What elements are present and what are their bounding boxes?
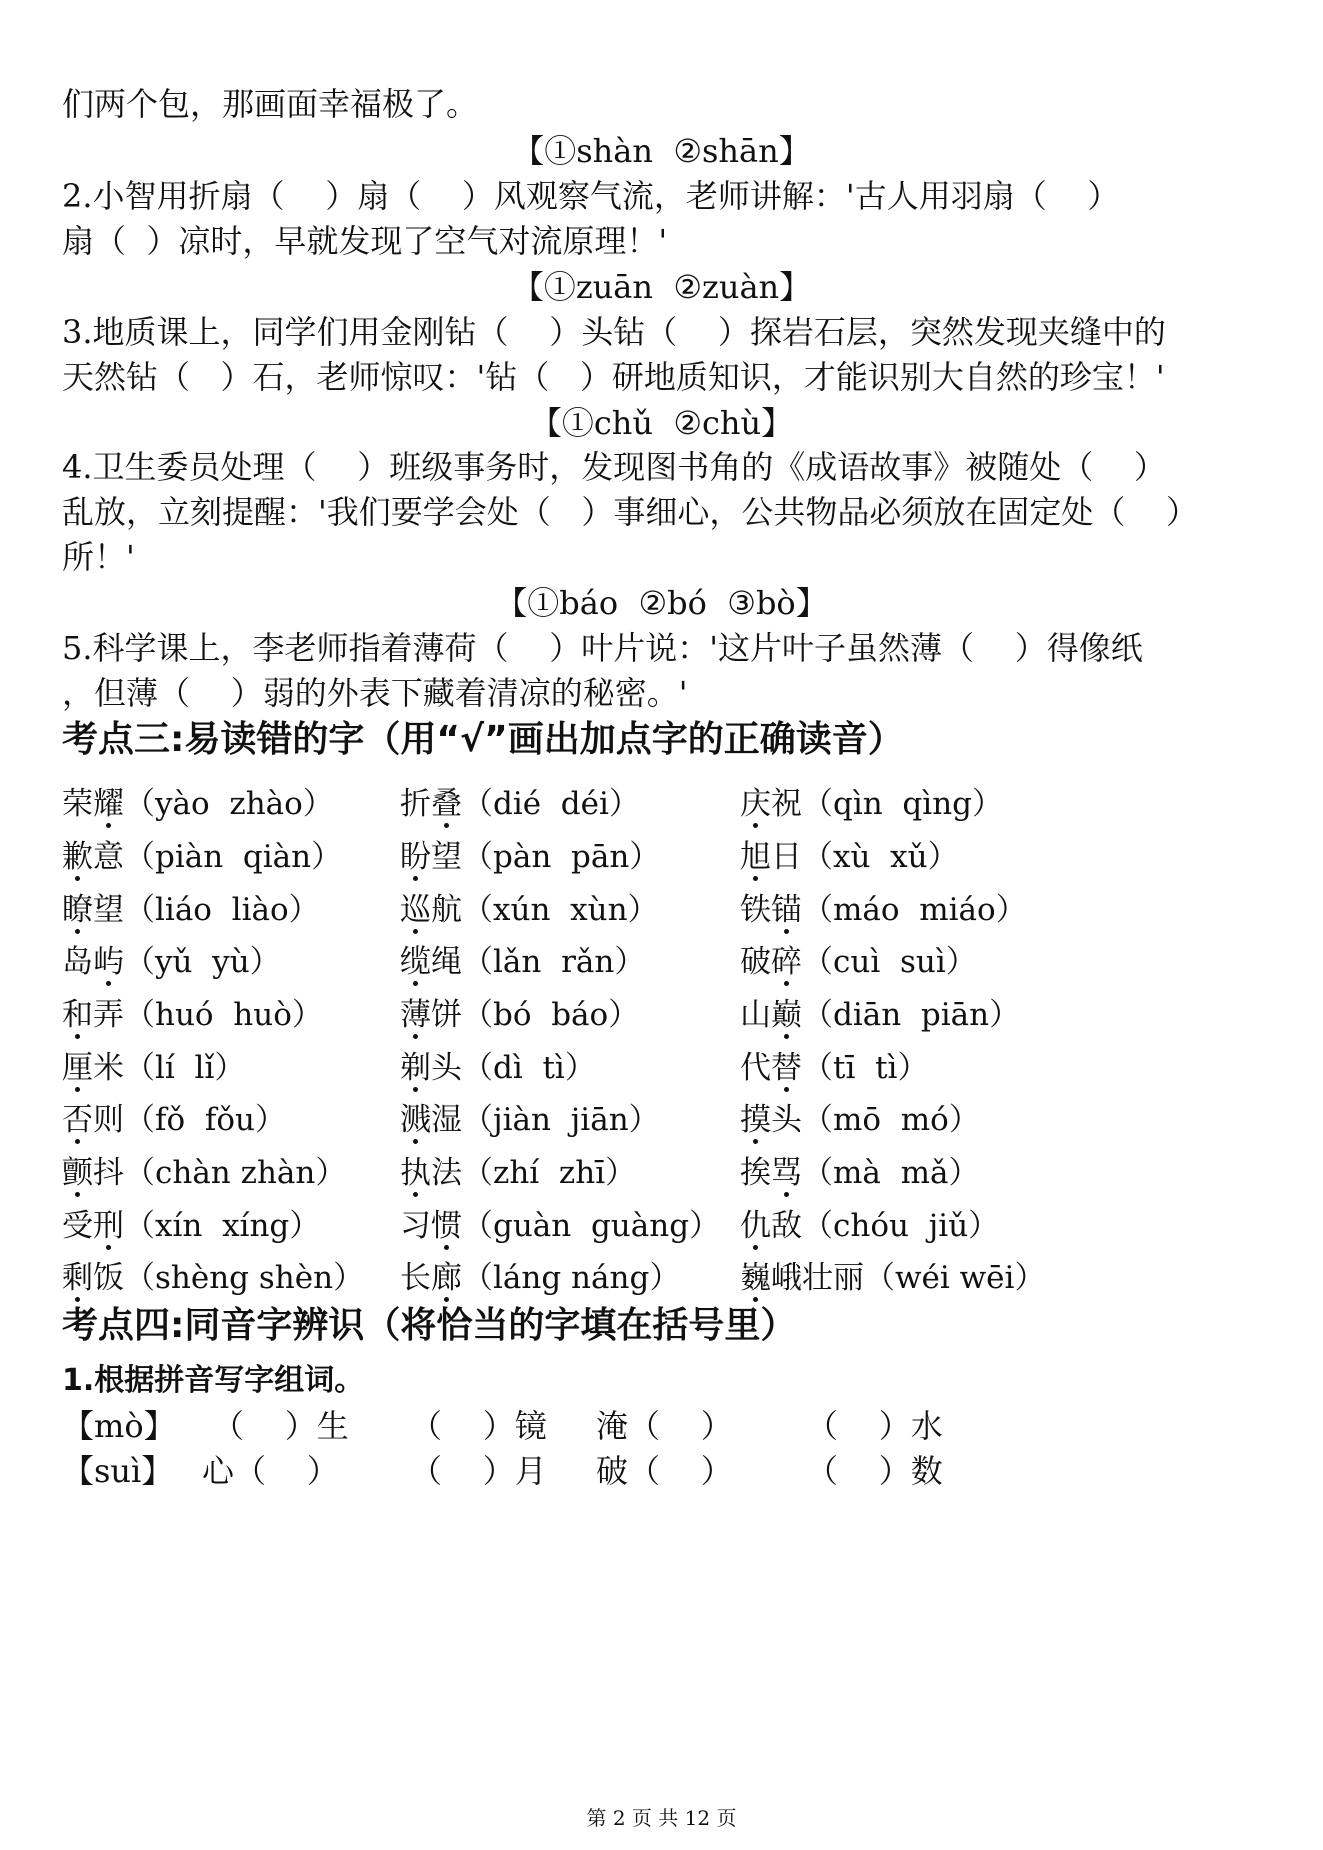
emphasis-dot-icon	[444, 823, 449, 828]
pinyin-item	[400, 1256, 680, 1300]
q3-pinyin-options: 【①zuān ②zuàn】	[511, 268, 812, 306]
pinyin-options[interactable]: （guàn guàng）	[462, 1208, 721, 1244]
q2-pinyin-options: 【①shàn ②shān】	[512, 132, 811, 170]
pinyin-options[interactable]: （chàn zhàn）	[124, 1155, 347, 1191]
pinyin-options[interactable]: （cuì suì）	[802, 944, 977, 980]
fill-blank-item[interactable]: （ ）数	[806, 1452, 943, 1490]
dotted-word: 习惯	[400, 1204, 462, 1248]
page-footer: 第 2 页 共 12 页	[586, 1806, 737, 1830]
pinyin-options[interactable]: （liáo liào）	[124, 892, 320, 928]
dotted-word: 盼望	[400, 835, 462, 879]
dotted-word: 薄饼	[400, 993, 462, 1037]
dotted-word: 和弄	[62, 993, 124, 1037]
section3-title: 考点三:易读错的字（用“√”画出加点字的正确读音）	[62, 719, 904, 760]
emphasis-dot-icon	[106, 823, 111, 828]
pinyin-item	[740, 1098, 980, 1142]
fill-blank-item[interactable]: 破（ ）	[596, 1452, 733, 1490]
pinyin-options[interactable]: （láng náng）	[462, 1260, 681, 1296]
emphasis-dot-icon	[784, 1034, 789, 1039]
pinyin-options[interactable]: （dì tì）	[462, 1050, 596, 1086]
dotted-word: 溅湿	[400, 1098, 462, 1142]
pinyin-options[interactable]: （chóu jiǔ）	[802, 1208, 1000, 1244]
dotted-word: 岛屿	[62, 940, 124, 984]
pinyin-options[interactable]: （shèng shèn）	[124, 1260, 365, 1296]
emphasis-dot-icon	[784, 1192, 789, 1197]
pinyin-item	[62, 782, 334, 826]
fill-row-label: 【suì】	[62, 1452, 174, 1490]
emphasis-dot-icon	[75, 1139, 80, 1144]
pinyin-item	[740, 888, 1027, 932]
q4-line-1: 4.卫生委员处理（ ）班级事务时，发现图书角的《成语故事》被随处（ ）	[62, 448, 1166, 486]
emphasis-dot-icon	[784, 981, 789, 986]
q5-line-1: 5.科学课上，李老师指着薄荷（ ）叶片说：'这片叶子虽然薄（ ）得像纸	[62, 629, 1143, 667]
q5-pinyin-options: 【①báo ②bó ③bò】	[495, 584, 828, 622]
fill-row-mo	[62, 1406, 1262, 1446]
dotted-word: 庆祝	[740, 782, 802, 826]
pinyin-options[interactable]: （zhí zhī）	[462, 1155, 637, 1191]
fill-blank-item[interactable]: 淹（ ）	[596, 1407, 733, 1445]
emphasis-dot-icon	[75, 1034, 80, 1039]
emphasis-dot-icon	[753, 876, 758, 881]
pinyin-item	[400, 888, 659, 932]
pinyin-options[interactable]: （xín xíng）	[124, 1208, 321, 1244]
pinyin-options[interactable]: （fǒ fǒu）	[124, 1102, 286, 1138]
pinyin-options[interactable]: （lí lǐ）	[124, 1050, 246, 1086]
pinyin-item	[740, 1204, 999, 1248]
emphasis-dot-icon	[106, 1245, 111, 1250]
dotted-word: 巡航	[400, 888, 462, 932]
emphasis-dot-icon	[444, 1297, 449, 1302]
fill-blank-item[interactable]: 心（ ）	[202, 1452, 339, 1490]
dotted-word: 破碎	[740, 940, 802, 984]
fill-row-sui	[62, 1451, 1262, 1491]
pinyin-options[interactable]: （piàn qiàn）	[124, 839, 343, 875]
pinyin-options[interactable]: （dié déi）	[462, 786, 640, 822]
pinyin-item	[740, 940, 977, 984]
pinyin-row	[0, 1046, 1323, 1090]
pinyin-item	[62, 1151, 346, 1195]
emphasis-dot-icon	[413, 1034, 418, 1039]
q2-line-1: 2.小智用折扇（ ）扇（ ）风观察气流，老师讲解：'古人用羽扇（ ）	[62, 177, 1120, 215]
pinyin-item	[740, 1046, 928, 1090]
dotted-word: 代替	[740, 1046, 802, 1090]
dotted-word: 剃头	[400, 1046, 462, 1090]
section4-title: 考点四:同音字辨识（将恰当的字填在括号里）	[62, 1305, 797, 1346]
pinyin-item	[740, 1256, 1045, 1300]
pinyin-item	[400, 782, 640, 826]
dotted-word: 荣耀	[62, 782, 124, 826]
emphasis-dot-icon	[753, 1245, 758, 1250]
pinyin-options[interactable]: （lǎn rǎn）	[462, 944, 646, 980]
pinyin-item	[62, 1098, 286, 1142]
pinyin-item	[400, 1046, 596, 1090]
pinyin-item	[62, 993, 323, 1037]
paragraph-line: 们两个包，那画面幸福极了。	[62, 85, 479, 123]
emphasis-dot-icon	[753, 1139, 758, 1144]
pinyin-options[interactable]: （qìn qìng）	[802, 786, 1004, 822]
pinyin-row	[0, 1256, 1323, 1300]
dotted-word: 否则	[62, 1098, 124, 1142]
dotted-word: 长廊	[400, 1256, 462, 1300]
pinyin-item	[62, 1046, 245, 1090]
pinyin-item	[740, 835, 959, 879]
pinyin-row	[0, 1098, 1323, 1142]
pinyin-options[interactable]: （diān piān）	[802, 997, 1021, 1033]
pinyin-item	[400, 940, 645, 984]
emphasis-dot-icon	[413, 876, 418, 881]
dotted-word: 厘米	[62, 1046, 124, 1090]
pinyin-options[interactable]: （máo miáo）	[802, 892, 1027, 928]
pinyin-options[interactable]: （huó huò）	[124, 997, 323, 1033]
pinyin-options[interactable]: （bó báo）	[462, 997, 640, 1033]
pinyin-row	[0, 1204, 1323, 1248]
fill-row-label: 【mò】	[62, 1407, 176, 1445]
emphasis-dot-icon	[75, 876, 80, 881]
dotted-word: 受刑	[62, 1204, 124, 1248]
emphasis-dot-icon	[753, 1297, 758, 1302]
pinyin-item	[740, 993, 1020, 1037]
emphasis-dot-icon	[75, 1297, 80, 1302]
pinyin-options[interactable]: （mà mǎ）	[802, 1155, 980, 1191]
dotted-word: 折叠	[400, 782, 462, 826]
pinyin-item	[400, 835, 660, 879]
section4-subtitle: 1.根据拼音写字组词。	[62, 1363, 365, 1398]
dotted-word: 挨骂	[740, 1151, 802, 1195]
pinyin-item	[400, 1204, 720, 1248]
q3-line-1: 3.地质课上，同学们用金刚钻（ ）头钻（ ）探岩石层，突然发现夹缝中的	[62, 313, 1166, 351]
pinyin-row	[0, 782, 1323, 826]
dotted-word: 铁锚	[740, 888, 802, 932]
emphasis-dot-icon	[413, 1087, 418, 1092]
emphasis-dot-icon	[444, 1245, 449, 1250]
fill-blank-item[interactable]: （ ）镜	[410, 1407, 547, 1445]
fill-blank-item[interactable]: （ ）水	[806, 1407, 943, 1445]
fill-blank-item[interactable]: （ ）生	[212, 1407, 349, 1445]
pinyin-item	[62, 1256, 364, 1300]
dotted-word: 颤抖	[62, 1151, 124, 1195]
pinyin-item	[740, 782, 1003, 826]
pinyin-options[interactable]: （tī tì）	[802, 1050, 929, 1086]
pinyin-row	[0, 1151, 1323, 1195]
dotted-word: 瞭望	[62, 888, 124, 932]
emphasis-dot-icon	[413, 1139, 418, 1144]
pinyin-item	[400, 1098, 660, 1142]
pinyin-row	[0, 993, 1323, 1037]
pinyin-item	[62, 888, 320, 932]
pinyin-row	[0, 835, 1323, 879]
dotted-word: 执法	[400, 1151, 462, 1195]
pinyin-item	[62, 1204, 320, 1248]
dotted-word: 巍峨壮丽	[740, 1256, 864, 1300]
q5-line-2: ，但薄（ ）弱的外表下藏着清凉的秘密。'	[62, 674, 688, 712]
emphasis-dot-icon	[106, 981, 111, 986]
dotted-word: 仇敌	[740, 1204, 802, 1248]
emphasis-dot-icon	[75, 929, 80, 934]
emphasis-dot-icon	[75, 1192, 80, 1197]
pinyin-item	[740, 1151, 979, 1195]
pinyin-item	[62, 835, 342, 879]
q3-line-2: 天然钻（ ）石，老师惊叹：'钻（ ）研地质知识，才能识别大自然的珍宝！'	[62, 358, 1165, 396]
pinyin-options[interactable]: （yào zhào）	[124, 786, 334, 822]
pinyin-item	[400, 1151, 636, 1195]
pinyin-options[interactable]: （xún xùn）	[462, 892, 659, 928]
pinyin-item	[62, 940, 281, 984]
emphasis-dot-icon	[784, 929, 789, 934]
pinyin-options[interactable]: （xù xǔ）	[802, 839, 959, 875]
dotted-word: 缆绳	[400, 940, 462, 984]
pinyin-options[interactable]: （wéi wēi）	[864, 1260, 1046, 1296]
q4-line-2: 乱放，立刻提醒：'我们要学会处（ ）事细心，公共物品必须放在固定处（ ）	[62, 493, 1199, 531]
pinyin-options[interactable]: （mō mó）	[802, 1102, 980, 1138]
dotted-word: 歉意	[62, 835, 124, 879]
dotted-word: 摸头	[740, 1098, 802, 1142]
emphasis-dot-icon	[784, 1087, 789, 1092]
pinyin-row	[0, 940, 1323, 984]
dotted-word: 山巅	[740, 993, 802, 1037]
q4-pinyin-options: 【①chǔ ②chù】	[529, 404, 794, 442]
emphasis-dot-icon	[75, 1087, 80, 1092]
pinyin-row	[0, 888, 1323, 932]
pinyin-options[interactable]: （jiàn jiān）	[462, 1102, 660, 1138]
pinyin-options[interactable]: （yǔ yù）	[124, 944, 281, 980]
dotted-word: 剩饭	[62, 1256, 124, 1300]
q2-line-2: 扇（ ）凉时，早就发现了空气对流原理！'	[62, 222, 668, 260]
emphasis-dot-icon	[413, 1192, 418, 1197]
emphasis-dot-icon	[413, 981, 418, 986]
fill-blank-item[interactable]: （ ）月	[410, 1452, 547, 1490]
dotted-word: 旭日	[740, 835, 802, 879]
pinyin-options[interactable]: （pàn pān）	[462, 839, 661, 875]
q4-line-3: 所！'	[62, 538, 135, 576]
emphasis-dot-icon	[753, 823, 758, 828]
emphasis-dot-icon	[413, 929, 418, 934]
pinyin-item	[400, 993, 639, 1037]
